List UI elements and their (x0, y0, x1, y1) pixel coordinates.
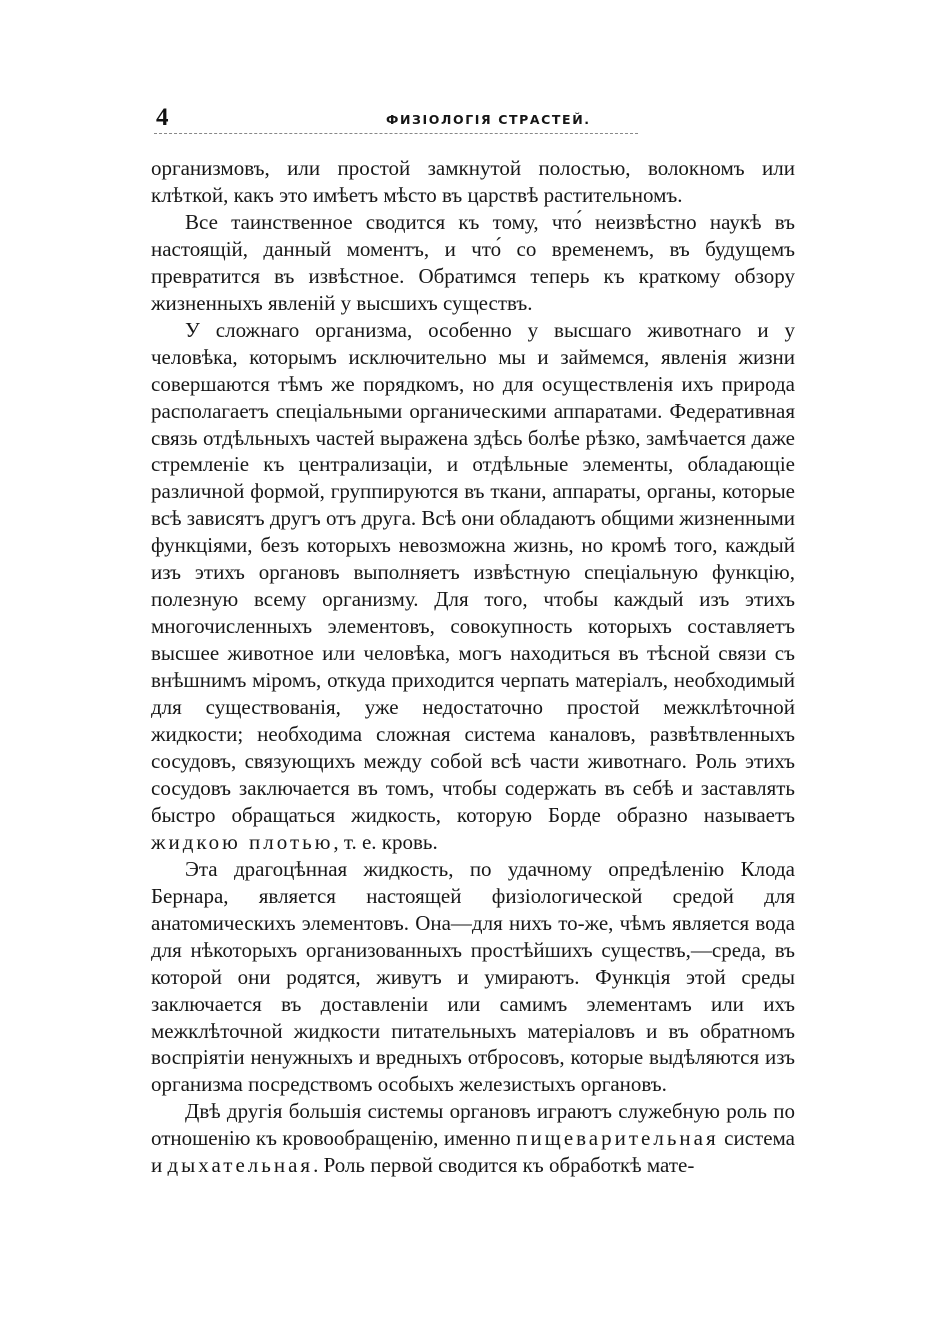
paragraph-text: организмовъ, или простой замкнутой полостью, волокномъ или клѣткой, какъ это имѣетъ мѣсто въ царствѣ растительномъ. (151, 156, 795, 207)
paragraph-blood-medium (151, 856, 795, 1099)
paragraph-continuation (151, 155, 795, 209)
paragraph-text-tail: , т. е. кровь. (333, 829, 438, 854)
page-number: 4 (156, 104, 169, 131)
body-text (151, 155, 795, 1179)
paragraph-organ-systems (151, 1098, 795, 1179)
paragraph-text: Все таинственное сводится къ тому, что́ неизвѣстно наукѣ въ настоящій, данный моментъ, и что́ со временемъ, въ будущемъ превратится въ извѣстное. Обратимся теперь къ краткому обзору жизненныхъ явленій у высшихъ существъ. (151, 209, 795, 315)
paragraph-text-tail: . Роль первой сводится къ обработкѣ мате- (313, 1153, 695, 1178)
paragraph-text: У сложнаго организма, особенно у высшаго животнаго и у человѣка, которымъ исключительно мы и займемся, явленія жизни совершаются тѣмъ же порядкомъ, но для осуществленія ихъ природа располагаетъ спеціальными органическими аппаратами. Федеративная связь отдѣльныхъ частей выражена здѣсь болѣе рѣзко, замѣчается даже стремленіе къ централизаціи, и отдѣльные элементы, обладающіе различной формой, группируются въ ткани, аппараты, органы, которые всѣ зависятъ другъ отъ друга. Всѣ они обладаютъ общими жизненными функціями, безъ которыхъ невозможна жизнь, но кромѣ того, каждый изъ этихъ органовъ выполняетъ извѣстную спеціальную функцію, полезную всему организму. Для того, чтобы каждый изъ этихъ многочисленныхъ элементовъ, совокупность которыхъ составляетъ высшее животное или человѣка, могъ находиться въ тѣсной связи съ внѣшнимъ міромъ, откуда приходится черпать матеріалъ, необходимый для существованія, уже недостаточно простой межклѣточной жидкости; необходима сложная система каналовъ, развѣтвленныхъ сосудовъ, связующихъ между собой всѣ части животнаго. Роль этихъ сосудовъ заключается въ томъ, чтобы содержать въ себѣ и заставлять быстро обращаться жидкость, которую Борде образно называетъ (151, 317, 795, 827)
paragraph-text-middle: система и (151, 1126, 795, 1178)
paragraph-text: Двѣ другія большія системы органовъ играютъ служебную роль по отношенію къ кровообращенію, именно (151, 1099, 795, 1151)
paragraph-mysterious (151, 209, 795, 317)
running-title: ФИЗІОЛОГІЯ СТРАСТЕЙ. (386, 112, 591, 127)
paragraph-text: Эта драгоцѣнная жидкость, по удачному опредѣленію Клода Бернара, является настоящей физіологической средой для анатомическихъ элементовъ. Она—для нихъ то-же, чѣмъ является вода для нѣкоторыхъ организованныхъ простѣйшихъ существъ,—среда, въ которой они родятся, живутъ и умираютъ. Функція этой среды заключается въ доставленіи или самимъ элементамъ или ихъ межклѣточной жидкости питательныхъ матеріаловъ и въ обратномъ воспріятіи ненужныхъ и вредныхъ отбросовъ, которые выдѣляются изъ организма посредствомъ особыхъ железистыхъ органовъ. (151, 856, 795, 1097)
spaced-emphasis-digestive: пищеварительная (516, 1126, 719, 1151)
paragraph-complex-organism (151, 317, 795, 856)
spaced-emphasis: жидкою плотью (151, 829, 334, 854)
page-header (154, 104, 804, 134)
spaced-emphasis-respiratory: дыхательная (167, 1153, 314, 1178)
header-rule (154, 133, 638, 134)
